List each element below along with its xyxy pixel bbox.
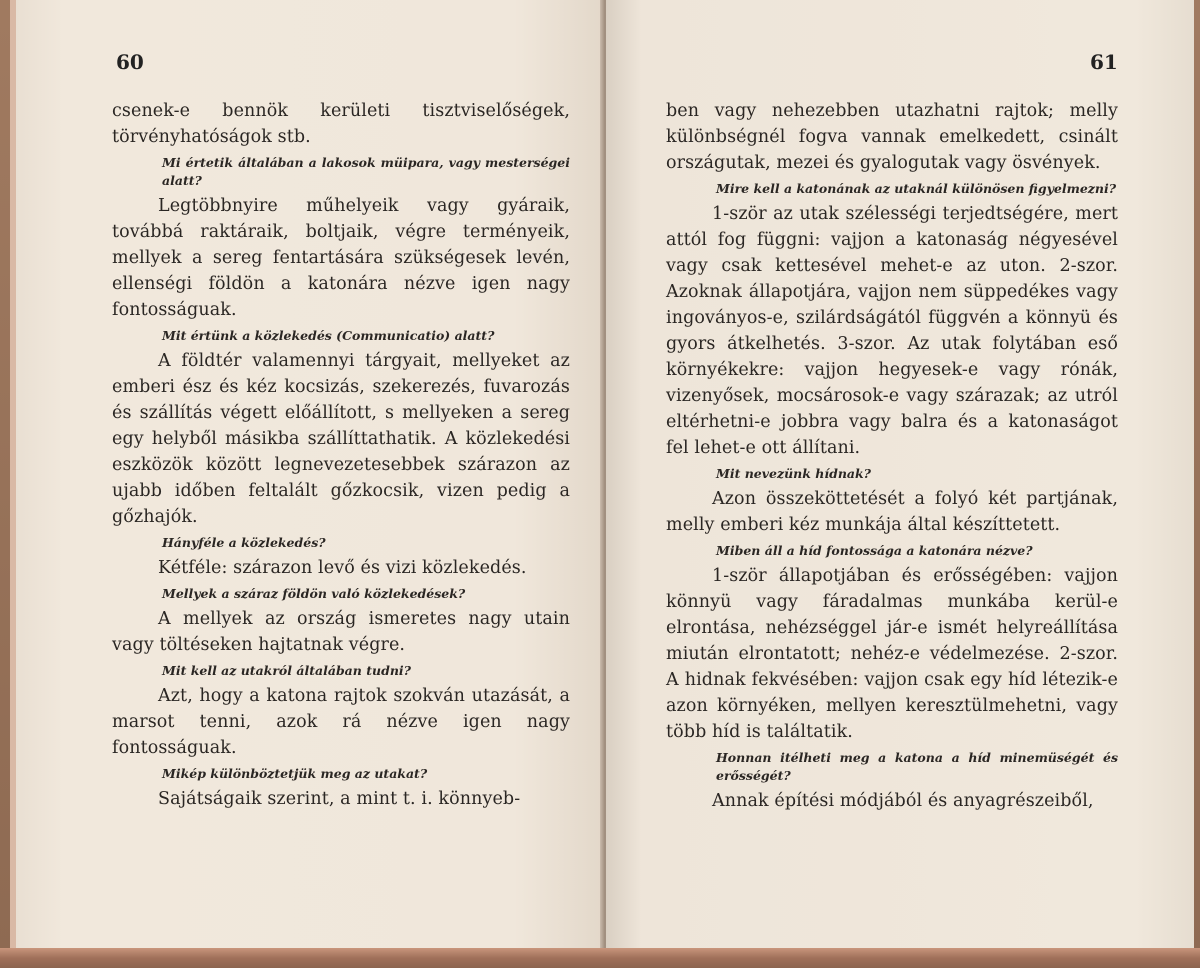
question-heading: Honnan itélheti meg a katona a híd minemüségét és erősségét? bbox=[716, 750, 1118, 783]
question-heading: Mit értünk a közlekedés (Communicatio) alatt? bbox=[162, 328, 495, 343]
page-body bbox=[112, 98, 570, 816]
paragraph: Annak építési módjából és anyagrészeiből, bbox=[712, 791, 1094, 811]
question-heading: Mellyek a száraz földön való közlekedések? bbox=[162, 586, 466, 601]
paragraph: 1-ször állapotjában és erősségében: vajjon könnyü vagy fáradalmas munkába kerül-e elrontása, nehézséggel jár-e ismét helyreállítása miután elrontatott; nehéz-e védelmezése. 2-szor. A hidnak fekvésében: vajjon csak egy híd létezik-e azon környéken, mellyen keresztülmehetni, vagy több híd is találtatik. bbox=[666, 566, 1118, 742]
paragraph: A földtér valamennyi tárgyait, mellyeket az emberi ész és kéz kocsizás, szekerezés, fuvarozás és szállítás végett előállított, s mellyeken a sereg egy helyből másikba szállíttathatik. A közlekedési eszközök között legnevezetesebbek szárazon az ujabb időben feltalált gőzkocsik, vizen pedig a gőzhajók. bbox=[112, 351, 570, 527]
question-heading: Mi értetik általában a lakosok müipara, vagy mesterségei alatt? bbox=[162, 155, 570, 188]
paragraph: Azt, hogy a katona rajtok szokván utazását, a marsot tenni, azok rá nézve igen nagy fontosságuak. bbox=[112, 686, 570, 758]
question-heading: Miben áll a híd fontossága a katonára nézve? bbox=[716, 543, 1033, 558]
question-heading: Mikép különböztetjük meg az utakat? bbox=[162, 766, 428, 781]
question-heading: Hányféle a közlekedés? bbox=[162, 535, 326, 550]
question-heading: Mit nevezünk hídnak? bbox=[716, 466, 872, 481]
question-heading: Mit kell az utakról általában tudni? bbox=[162, 663, 411, 678]
book-bottom-edge bbox=[0, 948, 1200, 968]
page-number: 61 bbox=[1090, 50, 1118, 74]
page-body bbox=[666, 98, 1118, 818]
right-page bbox=[606, 0, 1194, 952]
left-page bbox=[10, 0, 602, 952]
paragraph: A mellyek az ország ismeretes nagy utain vagy töltéseken hajtatnak végre. bbox=[112, 609, 570, 655]
question-heading: Mire kell a katonának az utaknál különösen figyelmezni? bbox=[716, 181, 1117, 196]
paragraph: ben vagy nehezebben utazhatni rajtok; melly különbségnél fogva vannak emelkedett, csinált országutak, mezei és gyalogutak vagy ösvények. bbox=[666, 101, 1118, 173]
paragraph: csenek-e bennök kerületi tisztviselőségek, törvényhatóságok stb. bbox=[112, 101, 570, 147]
paragraph: Sajátságaik szerint, a mint t. i. könnyeb- bbox=[158, 789, 521, 809]
paragraph: Legtöbbnyire műhelyeik vagy gyáraik, továbbá raktáraik, boltjaik, végre terményeik, mellyek a sereg fentartására szükségesek levén, ellenségi földön a katonára nézve igen nagy fontosságuak. bbox=[112, 196, 570, 320]
paragraph: Kétféle: szárazon levő és vizi közlekedés. bbox=[158, 558, 527, 578]
paragraph: 1-ször az utak szélességi terjedtségére, mert attól fog függni: vajjon a katonaság négyesével vagy csak kettesével mehet-e az uton. 2-szor. Azoknak állapotjára, vajjon nem süppedékes vagy ingoványos-e, szilárdságától függvén a könnyü és gyors átkelhetés. 3-szor. Az utak folytában eső környékekre: vajjon hegyesek-e vagy rónák, vizenyősek, mocsárosok-e vagy szárazak; az utról eltérhetni-e jobbra vagy balra és a katonaságot fel lehet-e ott állítani. bbox=[666, 204, 1118, 458]
page-number: 60 bbox=[116, 50, 144, 74]
paragraph: Azon összeköttetését a folyó két partjának, melly emberi kéz munkája által készíttetett. bbox=[666, 489, 1118, 535]
